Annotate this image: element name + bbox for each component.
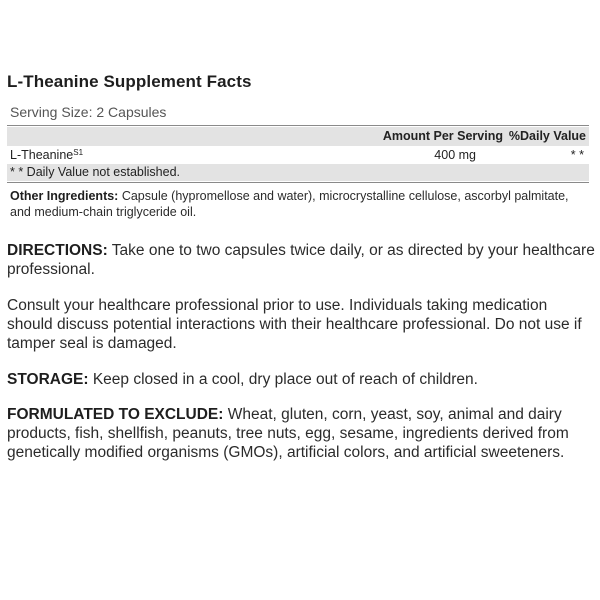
exclude-label: FORMULATED TO EXCLUDE: xyxy=(7,406,224,423)
nutrient-row xyxy=(7,147,589,164)
facts-divider-top xyxy=(7,125,589,126)
directions-text: Take one to two capsules twice daily, or as directed by your healthcare professional. xyxy=(7,242,595,278)
consult-paragraph: Consult your healthcare professional prior to use. Individuals taking medication should discuss potential interactions with their healthcare professional. Do not use if tamper seal is damaged. xyxy=(7,297,582,352)
other-ingredients xyxy=(10,188,592,220)
nutrient-daily-value: * * xyxy=(570,148,584,162)
nutrient-name-text: L-Theanine xyxy=(10,148,74,162)
nutrient-superscript: S1 xyxy=(73,148,84,157)
nutrient-amount: 400 mg xyxy=(434,148,476,162)
amount-per-serving-header: Amount Per Serving xyxy=(382,129,503,143)
other-ingredients-text: Capsule (hypromellose and water), microcrystalline cellulose, ascorbyl palmitate, and medium-chain triglyceride oil. xyxy=(10,189,569,219)
facts-title: L-Theanine Supplement Facts xyxy=(7,72,252,91)
serving-size: Serving Size: 2 Capsules xyxy=(10,104,167,120)
storage-label: STORAGE: xyxy=(7,371,89,388)
exclude-text: Wheat, gluten, corn, yeast, soy, animal and dairy products, fish, shellfish, peanuts, tree nuts, egg, sesame, ingredients derived from genetically modified organisms (GMOs), artificial colors, and artificial sweeteners. xyxy=(7,406,569,461)
nutrient-name xyxy=(10,148,83,162)
directions-paragraph xyxy=(7,241,597,279)
directions-label: DIRECTIONS: xyxy=(7,242,108,259)
storage-text: Keep closed in a cool, dry place out of reach of children. xyxy=(88,371,478,388)
facts-divider-bottom xyxy=(7,182,589,183)
exclude-paragraph xyxy=(7,405,597,462)
storage-paragraph xyxy=(7,370,597,389)
facts-header-row xyxy=(7,127,589,146)
footnote-row xyxy=(7,164,589,181)
daily-value-footnote: * * Daily Value not established. xyxy=(10,165,181,179)
other-ingredients-label: Other Ingredients: xyxy=(10,189,119,203)
daily-value-header: %Daily Value xyxy=(508,129,586,143)
